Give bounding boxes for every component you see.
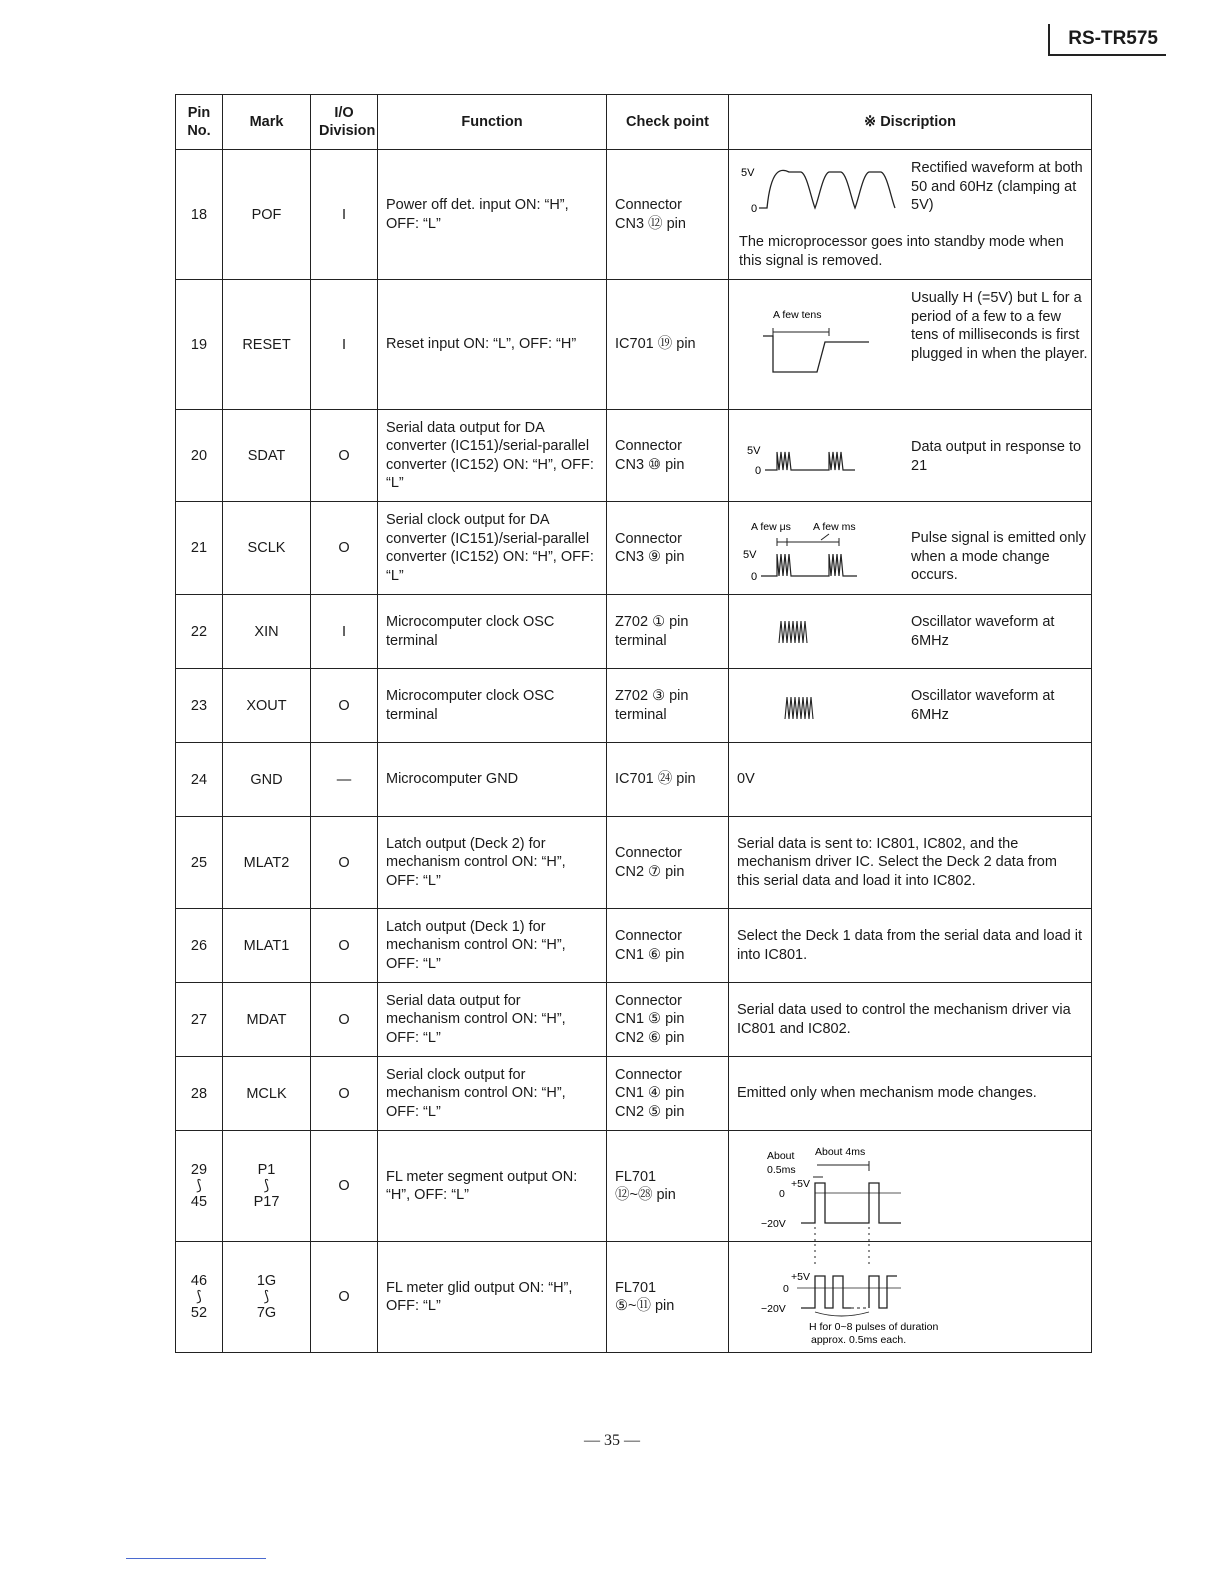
- svg-text:−20V: −20V: [761, 1218, 786, 1230]
- description: Serial data used to control the mechanism driver via IC801 and IC802.: [729, 983, 1092, 1057]
- description: [729, 502, 1092, 595]
- svg-text:0: 0: [783, 1283, 789, 1295]
- divider: [126, 1558, 266, 1559]
- header-io: I/O Division: [311, 95, 378, 150]
- page-number: — 35 —: [584, 1432, 640, 1449]
- check-point: FL701 ⑤~⑪ pin: [607, 1242, 729, 1353]
- model-number: RS-TR575: [1048, 24, 1166, 56]
- function-text: FL meter glid output ON: “H”, OFF: “L”: [378, 1242, 607, 1353]
- header-function: Function: [378, 95, 607, 150]
- pin-mark: P1 ⟆ P17: [223, 1131, 311, 1242]
- pin-mark: SCLK: [223, 502, 311, 595]
- svg-text:+5V: +5V: [791, 1271, 810, 1283]
- io-division: O: [311, 983, 378, 1057]
- check-point: Z702 ③ pin terminal: [607, 669, 729, 743]
- description: Emitted only when mechanism mode changes.: [729, 1057, 1092, 1131]
- check-point: Connector CN2 ⑦ pin: [607, 817, 729, 909]
- svg-text:0: 0: [751, 571, 758, 583]
- function-text: Serial data output for mechanism control ON: “H”, OFF: “L”: [378, 983, 607, 1057]
- check-point: FL701 ⑫~㉘ pin: [607, 1131, 729, 1242]
- table-row: [176, 280, 1092, 410]
- io-division: I: [311, 150, 378, 280]
- pin-number: 23: [176, 669, 223, 743]
- io-division: O: [311, 909, 378, 983]
- check-point: IC701 ㉔ pin: [607, 743, 729, 817]
- reset-waveform: [759, 306, 879, 376]
- header-mark: Mark: [223, 95, 311, 150]
- pin-mark: 1G ⟆ 7G: [223, 1242, 311, 1353]
- pin-number: 20: [176, 410, 223, 502]
- pin-number: 28: [176, 1057, 223, 1131]
- header-pin: Pin No.: [176, 95, 223, 150]
- header-check-point: Check point: [607, 95, 729, 150]
- pin-mark: XIN: [223, 595, 311, 669]
- table-row: [176, 595, 1092, 669]
- io-division: O: [311, 669, 378, 743]
- table-row: [176, 1242, 1092, 1353]
- svg-text:5V: 5V: [747, 445, 761, 457]
- description-text: Oscillator waveform at 6MHz: [911, 614, 1055, 649]
- description: [729, 280, 1092, 410]
- function-text: Microcomputer GND: [378, 743, 607, 817]
- description: 0V: [729, 743, 1092, 817]
- svg-text:0: 0: [779, 1188, 785, 1200]
- check-point: Connector CN3 ⑨ pin: [607, 502, 729, 595]
- function-text: Microcomputer clock OSC terminal: [378, 595, 607, 669]
- pin-number: 21: [176, 502, 223, 595]
- svg-text:5V: 5V: [741, 167, 755, 179]
- header-description: ※ Discription: [729, 95, 1092, 150]
- svg-text:5V: 5V: [743, 549, 757, 561]
- svg-text:A few μs: A few μs: [751, 521, 791, 533]
- pin-mark: MLAT1: [223, 909, 311, 983]
- description-text: Data output in response to 21: [911, 439, 1082, 474]
- io-division: I: [311, 595, 378, 669]
- pin-number: 22: [176, 595, 223, 669]
- svg-text:0.5ms: 0.5ms: [767, 1164, 796, 1176]
- pin-function-table: [175, 94, 1092, 1353]
- table-row: [176, 743, 1092, 817]
- function-text: Serial data output for DA converter (IC151)/serial-parallel converter (IC152) ON: “H”, OFF: “L”: [378, 410, 607, 502]
- pin-number: 18: [176, 150, 223, 280]
- pin-mark: MCLK: [223, 1057, 311, 1131]
- description: [729, 1242, 1092, 1353]
- table-row: [176, 909, 1092, 983]
- io-division: O: [311, 1242, 378, 1353]
- io-division: O: [311, 817, 378, 909]
- check-point: Z702 ① pin terminal: [607, 595, 729, 669]
- io-division: O: [311, 1131, 378, 1242]
- oscillator-waveform: [781, 693, 821, 723]
- table-row: [176, 1057, 1092, 1131]
- table-row: [176, 502, 1092, 595]
- pin-mark: GND: [223, 743, 311, 817]
- pin-mark: XOUT: [223, 669, 311, 743]
- table-row: [176, 669, 1092, 743]
- function-text: Latch output (Deck 1) for mechanism control ON: “H”, OFF: “L”: [378, 909, 607, 983]
- pin-mark: POF: [223, 150, 311, 280]
- svg-text:A few tens: A few tens: [773, 309, 822, 321]
- table-row: [176, 983, 1092, 1057]
- svg-text:+5V: +5V: [791, 1178, 810, 1190]
- fl-grid-waveform: [757, 1244, 987, 1348]
- table-header-row: [176, 95, 1092, 150]
- pin-mark: SDAT: [223, 410, 311, 502]
- pin-mark: MDAT: [223, 983, 311, 1057]
- oscillator-waveform: [775, 617, 815, 647]
- io-division: O: [311, 1057, 378, 1131]
- description-note: The microprocessor goes into standby mode when this signal is removed.: [739, 234, 1064, 269]
- description-text: Rectified waveform at both 50 and 60Hz (clamping at 5V): [911, 160, 1083, 213]
- pin-number: 25: [176, 817, 223, 909]
- pin-number: 29 ⟆ 45: [176, 1131, 223, 1242]
- check-point: Connector CN1 ⑥ pin: [607, 909, 729, 983]
- check-point: Connector CN1 ⑤ pin CN2 ⑥ pin: [607, 983, 729, 1057]
- description: [729, 669, 1092, 743]
- description: Select the Deck 1 data from the serial data and load it into IC801.: [729, 909, 1092, 983]
- function-text: Serial clock output for mechanism control ON: “H”, OFF: “L”: [378, 1057, 607, 1131]
- rectified-waveform: [737, 158, 907, 220]
- fl-segment-waveform: [757, 1141, 937, 1241]
- pin-mark: MLAT2: [223, 817, 311, 909]
- check-point: Connector CN3 ⑫ pin: [607, 150, 729, 280]
- pin-number: 26: [176, 909, 223, 983]
- pin-number: 27: [176, 983, 223, 1057]
- svg-text:About 4ms: About 4ms: [815, 1146, 866, 1158]
- io-division: O: [311, 502, 378, 595]
- description-text: Usually H (=5V) but L for a period of a few to a few tens of milliseconds is first plugged in when the player.: [911, 290, 1088, 362]
- svg-text:0: 0: [755, 465, 762, 477]
- svg-text:approx. 0.5ms each.: approx. 0.5ms each.: [811, 1334, 907, 1346]
- pin-mark: RESET: [223, 280, 311, 410]
- description: Serial data is sent to: IC801, IC802, and the mechanism driver IC. Select the Deck 2 data from this serial data and load it into IC802.: [729, 817, 1092, 909]
- description: [729, 410, 1092, 502]
- io-division: O: [311, 410, 378, 502]
- function-text: Latch output (Deck 2) for mechanism control ON: “H”, OFF: “L”: [378, 817, 607, 909]
- description: [729, 595, 1092, 669]
- description-text: Oscillator waveform at 6MHz: [911, 688, 1055, 723]
- table-row: [176, 410, 1092, 502]
- description-text: Pulse signal is emitted only when a mode change occurs.: [911, 530, 1086, 583]
- pin-number: 19: [176, 280, 223, 410]
- io-division: I: [311, 280, 378, 410]
- svg-text:H for 0~8 pulses of duration: H for 0~8 pulses of duration: [809, 1321, 939, 1333]
- svg-text:A few ms: A few ms: [813, 521, 856, 533]
- check-point: Connector CN1 ④ pin CN2 ⑤ pin: [607, 1057, 729, 1131]
- check-point: IC701 ⑲ pin: [607, 280, 729, 410]
- serial-data-waveform: [743, 440, 873, 478]
- svg-text:−20V: −20V: [761, 1303, 786, 1315]
- function-text: FL meter segment output ON: “H”, OFF: “L”: [378, 1131, 607, 1242]
- svg-text:0: 0: [751, 203, 758, 215]
- table-row: [176, 150, 1092, 280]
- serial-clock-waveform: [743, 516, 903, 588]
- pin-number: 24: [176, 743, 223, 817]
- svg-text:About: About: [767, 1150, 795, 1162]
- function-text: Microcomputer clock OSC terminal: [378, 669, 607, 743]
- table-row: [176, 1131, 1092, 1242]
- function-text: Reset input ON: “L”, OFF: “H”: [378, 280, 607, 410]
- pin-number: 46 ⟆ 52: [176, 1242, 223, 1353]
- function-text: Power off det. input ON: “H”, OFF: “L”: [378, 150, 607, 280]
- description: [729, 150, 1092, 280]
- table-row: [176, 817, 1092, 909]
- check-point: Connector CN3 ⑩ pin: [607, 410, 729, 502]
- function-text: Serial clock output for DA converter (IC151)/serial-parallel converter (IC152) ON: “H”, OFF: “L”: [378, 502, 607, 595]
- io-division: —: [311, 743, 378, 817]
- description: [729, 1131, 1092, 1242]
